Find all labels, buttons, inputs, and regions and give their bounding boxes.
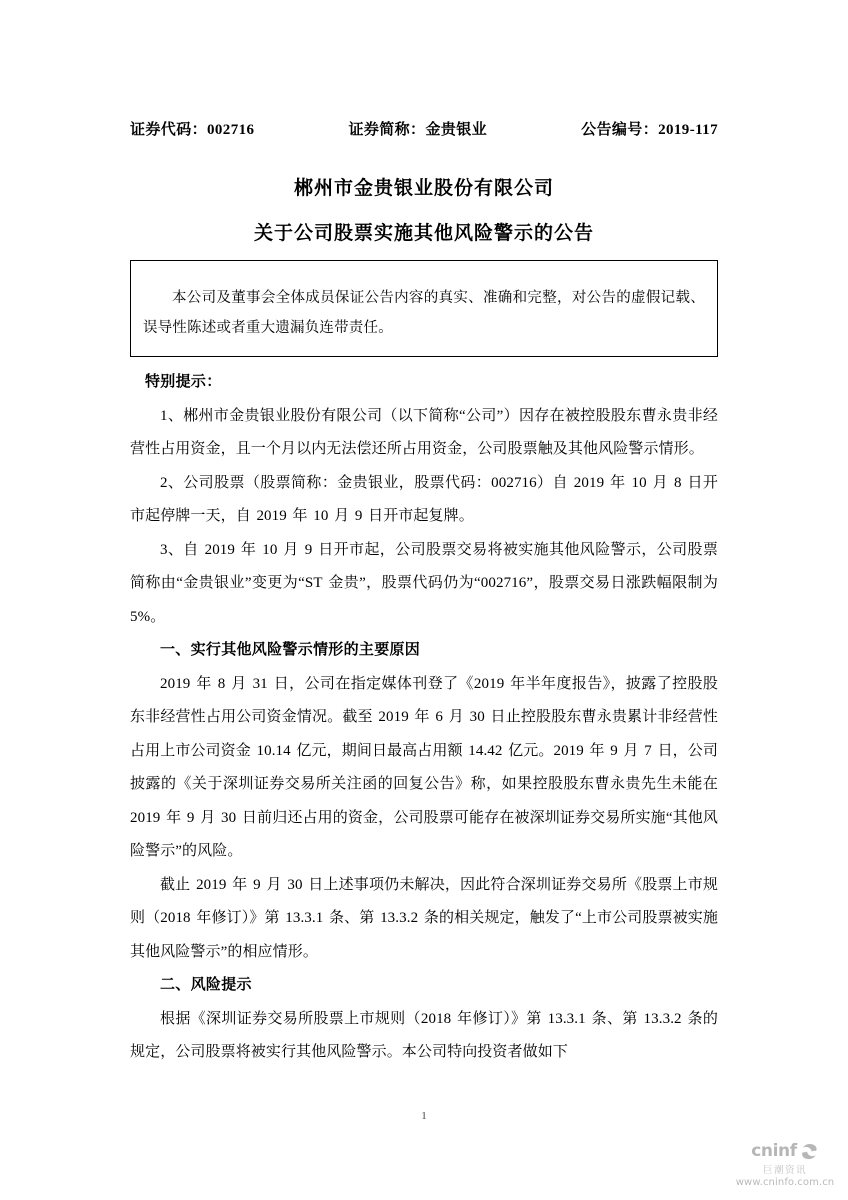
- announcement-number: 公告编号：2019-117: [581, 122, 718, 138]
- section-one-paragraph-2: 截止 2019 年 9 月 30 日上述事项仍未解决，因此符合深圳证券交易所《股票上市规则（2018 年修订）》第 13.3.1 条、第 13.3.2 条的相关规定，触发了“上市公司股票被实施其他风险警示”的相应情形。: [130, 876, 718, 960]
- disclaimer-text: 本公司及董事会全体成员保证公告内容的真实、准确和完整，对公告的虚假记载、误导性陈述或者重大遗漏负连带责任。: [143, 290, 705, 336]
- security-name: 证券简称：金贵银业: [348, 122, 488, 138]
- logo-chinese-name: 巨潮资讯: [762, 1165, 807, 1176]
- notice-item-2: 2、公司股票（股票简称：金贵银业，股票代码：002716）自 2019 年 10 月 8 日开市起停牌一天，自 2019 年 10 月 9 日开市起复牌。: [130, 474, 718, 524]
- notice-item-3: 3、自 2019 年 10 月 9 日开市起，公司股票交易将被实施其他风险警示，公司股票简称由“金贵银业”变更为“ST 金贵”，股票代码仍为“002716”，股票交易日涨跌幅限制为 5%。: [130, 541, 718, 625]
- disclaimer-box: [130, 260, 718, 357]
- announcement-title: 关于公司股票实施其他风险警示的公告: [253, 223, 594, 244]
- notice-item-1: 1、郴州市金贵银业股份有限公司（以下简称“公司”）因存在被控股股东曹永贵非经营性占用资金，且一个月以内无法偿还所占用资金，公司股票触及其他风险警示情形。: [130, 407, 718, 457]
- section-one-paragraph-1: 2019 年 8 月 31 日，公司在指定媒体刊登了《2019 年半年度报告》，披露了控股股东非经营性占用公司资金情况。截至 2019 年 6 月 30 日止控股股东曹永贵累计非经营性占用上市公司资金 10.14 亿元，期间日最高占用额 14.42 亿元。2019 年 9 月 7 日，公司披露的《关于深圳证券交易所关注函的回复公告》称，如果控股股东曹永贵先生未能在 2019 年 9 月 30 日前归还占用的资金，公司股票可能存在被深圳证券交易所实施“其他风险警示”的风险。: [130, 675, 718, 859]
- security-code: 证券代码：002716: [130, 122, 255, 138]
- section-one-heading: 一、实行其他风险警示情形的主要原因: [160, 642, 421, 658]
- document-header-row: [130, 118, 718, 139]
- logo-wordmark: cninf: [751, 1141, 797, 1161]
- cninfo-swirl-icon: [800, 1142, 819, 1161]
- section-two-paragraph-1: 根据《深圳证券交易所股票上市规则（2018 年修订）》第 13.3.1 条、第 13.3.2 条的规定，公司股票将被实行其他风险警示。本公司特向投资者做如下: [130, 1010, 718, 1060]
- company-title: 郴州市金贵银业股份有限公司: [293, 178, 554, 199]
- document-body: [130, 366, 718, 1070]
- cninfo-logo: [730, 1141, 840, 1188]
- section-two-heading: 二、风险提示: [160, 977, 252, 993]
- page-number: 1: [421, 1110, 427, 1122]
- special-notice-heading: 特别提示：: [145, 374, 222, 390]
- logo-url: www.cninfo.com.cn: [735, 1177, 835, 1188]
- logo-wordmark-row: [730, 1141, 840, 1161]
